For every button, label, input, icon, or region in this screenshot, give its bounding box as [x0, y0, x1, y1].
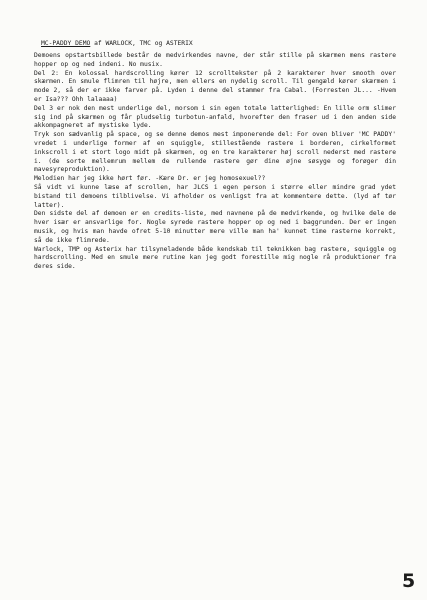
- paragraph-music: Melodien har jeg ikke hørt før. -Kære Dr. er jeg homosexuel??: [34, 175, 266, 183]
- paragraph-intro: Demoens opstartsbillede består de medvirkendes navne, der står stille på skærmen mens rastere hopper op og ned indeni. No musix.: [34, 52, 396, 68]
- paragraph-main-part: Tryk son sædvanlig på space, og se denne demos mest imponerende del: For oven bliver 'MC PADDY' vredet i underlige former af en squiggle, stillestående rastere i borderen, cirkelformet inkscroll i et stort logo midt på skærmen, og en tre karakterer høj scroll nederst med rastere i. (de sorte mellemrum mellem de rullende rastere gør dine øjne søsyge og forøger din mavesyreproduktion).: [34, 131, 396, 174]
- paragraph-credits-part: Den sidste del af demoen er en credits-liste, med navnene på de medvirkende, og hvilke dele de hver især er ansvarlige for. Nogle syrede rastere hopper op og ned i baggrunden. Der er ingen musik, og hvis man havde ofret 5-10 minutter mere ville man ha' kunnet time rasterne korrekt, så de ikke flimrede.: [34, 210, 396, 244]
- paragraph-part-3: Del 3 er nok den mest underlige del, morsom i sin egen totale latterlighed: En lille orm slimer sig ind på skærmen og får pludselig turbotun-anfald, hvorefter den fraser ud i den anden side akkompagneret af mystiske lyde.: [34, 104, 396, 130]
- paragraph-conclusion: Warlock, TMP og Asterix har tilsyneladende både kendskab til teknikken bag rastere, squiggle og hardscrolling. Med en smule mere rutine kan jeg godt forestille mig nogle rå produktioner fra deres side.: [34, 245, 396, 271]
- review-heading: MC-PADDY DEMO: [41, 40, 91, 47]
- page-number: 5: [402, 570, 416, 592]
- paragraph-scroll-text: Så vidt vi kunne læse af scrollen, har JLCS i egen person i større eller mindre grad ydet bistand til demoens tilblivelse. Vi afholder os venligst fra at kommentere dette. (lyd af tør latter).: [34, 183, 396, 209]
- paragraph-part-2: Del 2: En kolossal hardscrolling kører 12 scrolltekster på 2 karakterer hver smooth over skærmen. En smule flimren til højre, men ellers en nydelig scroll. Til gengæld kører skærmen i mode 2, så der er ikke farver på. Lyden i denne del stammer fra Cabal. (Forresten JL... -Hvem er Isa??? Ohh lalaaaa): [34, 69, 396, 103]
- review-title: [41, 40, 193, 48]
- review-body: [34, 52, 396, 272]
- review-credits: af WARLOCK, TMC og ASTERIX: [94, 40, 193, 47]
